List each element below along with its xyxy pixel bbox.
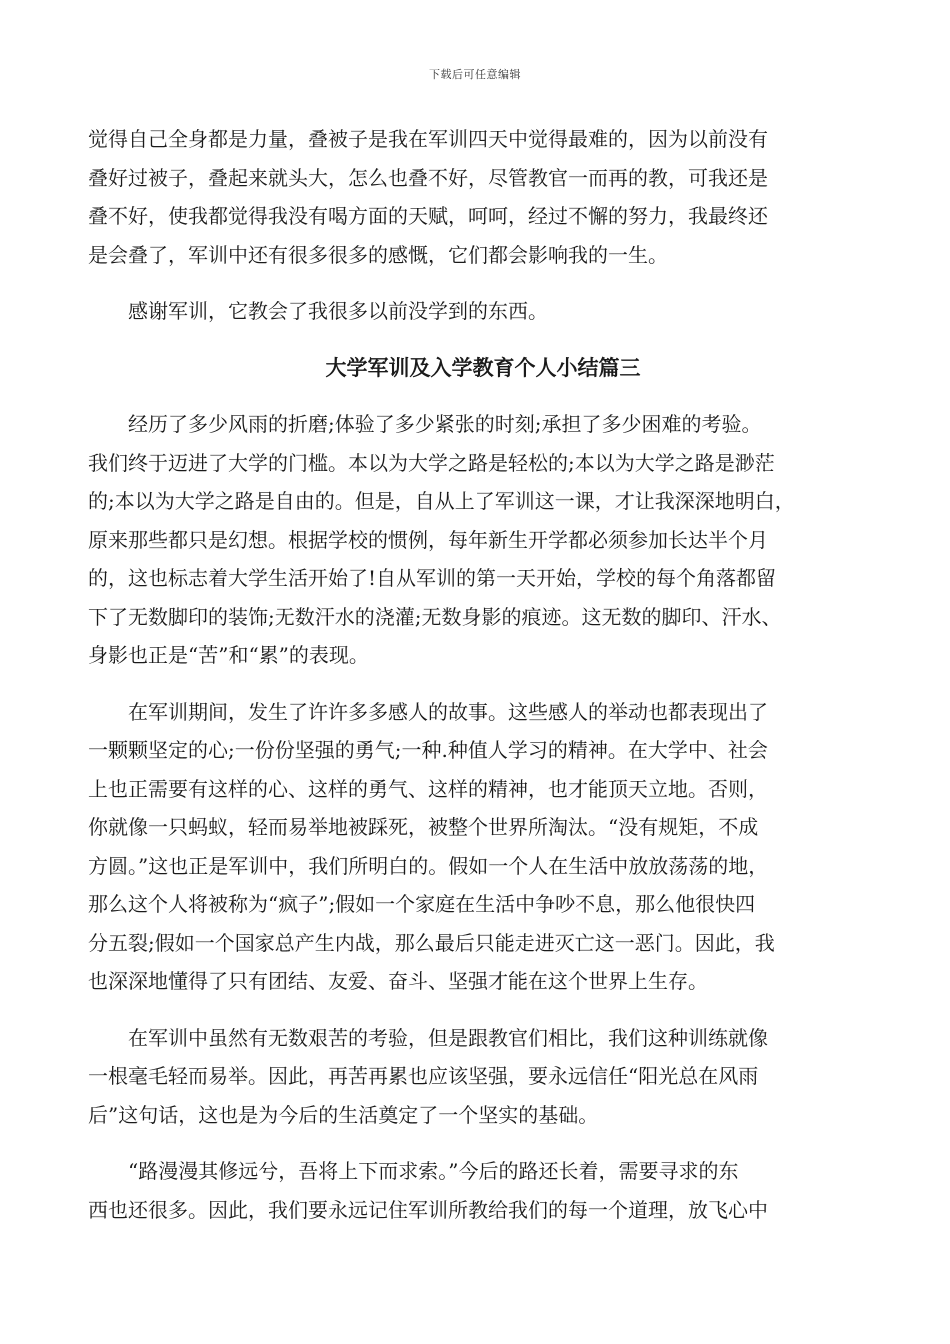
text-line: 一颗颗坚定的心;一份份坚强的勇气;一种.种值人学习的精神。在大学中、社会 [88,738,768,762]
text-line: 你就像一只蚂蚁，轻而易举地被踩死，被整个世界所淘汰。“没有规矩，不成 [88,815,759,839]
text-line: 那么这个人将被称为“疯子”;假如一个家庭在生活中争吵不息，那么他很快四 [88,892,756,916]
text-line: 西也还很多。因此，我们要永远记住军训所教给我们的每一个道理，放飞心中 [88,1197,768,1222]
text-line: 分五裂;假如一个国家总产生内战，那么最后只能走进灭亡这一恶门。因此，我 [88,930,775,955]
text-line: 感谢军训，它教会了我很多以前没学到的东西。 [88,299,548,323]
document-body [88,120,868,1229]
text-line: “路漫漫其修远兮，吾将上下而求索。”今后的路还长着，需要寻求的东 [88,1159,739,1183]
text-line: 原来那些都只是幻想。根据学校的惯例，每年新生开学都必须参加长达半个月 [88,527,768,552]
paragraph [88,405,868,675]
text-line: 叠不好，使我都觉得我没有喝方面的天赋，呵呵，经过不懈的努力，我最终还 [88,204,768,228]
text-line: 叠好过被子，叠起来就头大，怎么也叠不好，尽管教官一而再的教，可我还是 [88,165,768,190]
paragraph [88,120,868,274]
text-line: 觉得自己全身都是力量，叠被子是我在军训四天中觉得最难的，因为以前没有 [88,127,768,151]
text-line: 在军训中虽然有无数艰苦的考验，但是跟教官们相比，我们这种训练就像 [88,1025,768,1050]
text-line: 的;本以为大学之路是自由的。但是，自从上了军训这一课，才让我深深地明白， [88,489,795,513]
text-line: 一根毫毛轻而易举。因此，再苦再累也应该坚强，要永远信任“阳光总在风雨 [88,1064,759,1088]
text-line: 上也正需要有这样的心、这样的勇气、这样的精神，也才能顶天立地。否则， [88,776,768,801]
paragraph [88,1019,868,1135]
paragraph [88,292,868,331]
text-line: 下了无数脚印的装饰;无数汗水的浇灌;无数身影的痕迹。这无数的脚印、汗水、 [88,604,782,629]
text-line: 是会叠了，军训中还有很多很多的感慨，它们都会影响我的一生。 [88,242,668,267]
text-line: 后”这句话，这也是为今后的生活奠定了一个坚实的基础。 [88,1102,599,1127]
text-line: 我们终于迈进了大学的门槛。本以为大学之路是轻松的;本以为大学之路是渺茫 [88,450,775,475]
paragraph [88,693,868,1001]
text-line: 经历了多少风雨的折磨;体验了多少紧张的时刻;承担了多少困难的考验。 [88,412,762,436]
text-line: 方圆。”这也正是军训中，我们所明白的。假如一个人在生活中放放荡荡的地， [88,853,769,878]
text-line: 也深深地懂得了只有团结、友爱、奋斗、坚强才能在这个世界上生存。 [88,969,708,993]
text-line: 在军训期间，发生了许许多多感人的故事。这些感人的举动也都表现出了 [88,699,768,724]
paragraph [88,1152,868,1229]
text-line: 的，这也标志着大学生活开始了!自从军训的第一天开始，学校的每个角落都留 [88,566,777,590]
text-line: 身影也正是“苦”和“累”的表现。 [88,643,369,667]
section-title: 大学军训及入学教育个人小结篇三 [325,354,641,380]
page-header: 下载后可任意编辑 [429,68,521,81]
